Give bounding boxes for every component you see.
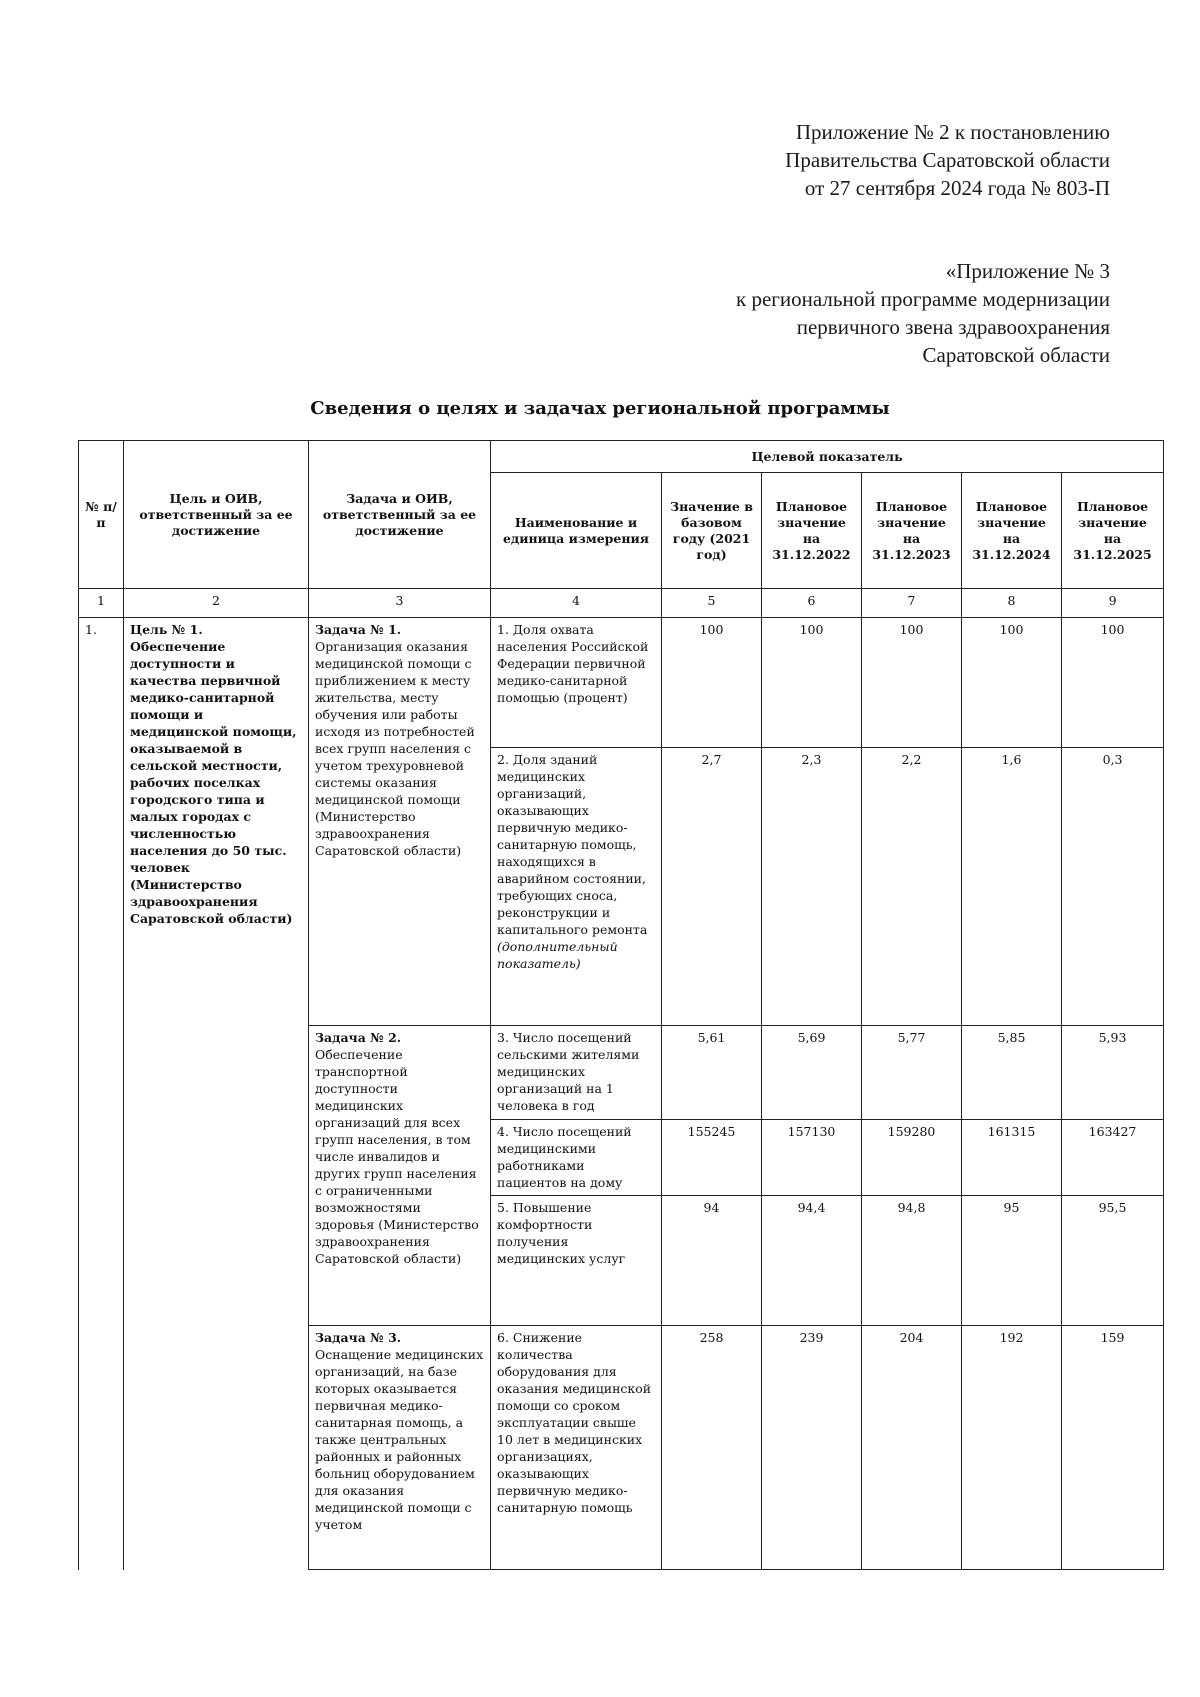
table-row xyxy=(79,618,1164,748)
annex-2-line-1: Приложение № 2 к постановлению xyxy=(795,120,1110,144)
annex-2-header xyxy=(785,118,1110,202)
indicator-6-2022: 239 xyxy=(762,1326,862,1570)
col-number: 1 xyxy=(79,589,124,618)
header-row-1 xyxy=(79,441,1164,473)
task-3-title: Задача № 3. xyxy=(315,1330,402,1345)
header-goal: Цель и ОИВ, ответственный за ее достижение xyxy=(124,441,309,589)
indicator-2-2022: 2,3 xyxy=(762,748,862,1026)
indicator-3-name: 3. Число посещений сельскими жителями медицинских организаций на 1 человека в год xyxy=(491,1026,662,1120)
indicator-4-base: 155245 xyxy=(662,1120,762,1196)
header-base-value: Значение в базовом году (2021 год) xyxy=(662,473,762,589)
header-plan-2024: Плановое значение на 31.12.2024 xyxy=(962,473,1062,589)
indicator-1-2023: 100 xyxy=(862,618,962,748)
indicator-6-name: 6. Снижение количества оборудования для оказания медицинской помощи со сроком эксплуатации свыше 10 лет в медицинских организациях, оказывающих первичную медико-санитарную помощь xyxy=(491,1326,662,1570)
indicator-1-2025: 100 xyxy=(1062,618,1164,748)
goal-text: Обеспечение доступности и качества первичной медико-санитарной помощи и медицинской помощи, оказываемой в сельской местности, рабочих поселках городского типа и малых городах с численностью населения до 50 тыс. человек (Министерство здравоохранения Саратовской области) xyxy=(130,639,297,926)
header-plan-2023: Плановое значение на 31.12.2023 xyxy=(862,473,962,589)
indicator-2-cell xyxy=(491,748,662,1026)
task-1-text: Организация оказания медицинской помощи с приближением к месту жительства, месту обучения или работы исходя из потребностей всех групп населения с учетом трехуровневой системы оказания медицинской помощи (Министерство здравоохранения Саратовской области) xyxy=(315,639,475,858)
goals-table xyxy=(78,440,1164,1570)
col-number: 4 xyxy=(491,589,662,618)
header-num: № п/п xyxy=(79,441,124,589)
annex-3-line-4: Саратовской области xyxy=(922,343,1110,367)
header-task: Задача и ОИВ, ответственный за ее достижение xyxy=(309,441,491,589)
col-number: 9 xyxy=(1062,589,1164,618)
col-number: 6 xyxy=(762,589,862,618)
indicator-6-2023: 204 xyxy=(862,1326,962,1570)
task-2-title: Задача № 2. xyxy=(315,1030,402,1045)
annex-3-line-2: к региональной программе модернизации xyxy=(736,287,1110,311)
col-number: 8 xyxy=(962,589,1062,618)
task-3-cell xyxy=(309,1326,491,1570)
task-2-text: Обеспечение транспортной доступности медицинских организаций для всех групп населения, в том числе инвалидов и других групп населения с ограниченными возможностями здоровья (Министерство здравоохранения Саратовской области) xyxy=(315,1047,479,1266)
annex-3-line-3: первичного звена здравоохранения xyxy=(796,315,1110,339)
indicator-2-2025: 0,3 xyxy=(1062,748,1164,1026)
header-target: Целевой показатель xyxy=(491,441,1164,473)
goal-cell xyxy=(124,618,309,1570)
column-number-row xyxy=(79,589,1164,618)
indicator-4-2025: 163427 xyxy=(1062,1120,1164,1196)
indicator-4-2022: 157130 xyxy=(762,1120,862,1196)
indicator-1-2024: 100 xyxy=(962,618,1062,748)
document-title: Сведения о целях и задачах региональной программы xyxy=(310,398,890,419)
indicator-2-2024: 1,6 xyxy=(962,748,1062,1026)
indicator-5-2022: 94,4 xyxy=(762,1196,862,1326)
task-2-cell xyxy=(309,1026,491,1326)
indicator-2-note: (дополнительный показатель) xyxy=(497,939,618,971)
indicator-2-2023: 2,2 xyxy=(862,748,962,1026)
header-plan-2022: Плановое значение на 31.12.2022 xyxy=(762,473,862,589)
col-number: 5 xyxy=(662,589,762,618)
indicator-2-base: 2,7 xyxy=(662,748,762,1026)
indicator-4-2023: 159280 xyxy=(862,1120,962,1196)
indicator-4-name: 4. Число посещений медицинскими работниками пациентов на дому xyxy=(491,1120,662,1196)
col-number: 7 xyxy=(862,589,962,618)
annex-2-line-2: Правительства Саратовской области xyxy=(785,148,1110,172)
indicator-6-2025: 159 xyxy=(1062,1326,1164,1570)
indicator-3-2022: 5,69 xyxy=(762,1026,862,1120)
task-3-text: Оснащение медицинских организаций, на базе которых оказывается первичная медико-санитарная помощь, а также центральных районных и районных больниц оборудованием для оказания медицинской помощи с учетом xyxy=(315,1347,484,1532)
indicator-5-2023: 94,8 xyxy=(862,1196,962,1326)
header-plan-2025: Плановое значение на 31.12.2025 xyxy=(1062,473,1164,589)
task-1-title: Задача № 1. xyxy=(315,622,402,637)
indicator-5-2025: 95,5 xyxy=(1062,1196,1164,1326)
indicator-5-base: 94 xyxy=(662,1196,762,1326)
annex-2-line-3: от 27 сентября 2024 года № 803-П xyxy=(804,176,1110,200)
indicator-6-2024: 192 xyxy=(962,1326,1062,1570)
annex-3-line-1: «Приложение № 3 xyxy=(945,259,1110,283)
col-number: 3 xyxy=(309,589,491,618)
indicator-3-base: 5,61 xyxy=(662,1026,762,1120)
indicator-4-2024: 161315 xyxy=(962,1120,1062,1196)
header-indicator-name: Наименование и единица измерения xyxy=(491,473,662,589)
indicator-5-name: 5. Повышение комфортности получения медицинских услуг xyxy=(491,1196,662,1326)
annex-3-header xyxy=(736,257,1110,369)
indicator-6-base: 258 xyxy=(662,1326,762,1570)
indicator-1-base: 100 xyxy=(662,618,762,748)
indicator-2-name: 2. Доля зданий медицинских организаций, оказывающих первичную медико-санитарную помощь, находящихся в аварийном состоянии, требующих сноса, реконструкции и капитального ремонта xyxy=(497,752,648,937)
col-number: 2 xyxy=(124,589,309,618)
indicator-1-2022: 100 xyxy=(762,618,862,748)
indicator-3-2025: 5,93 xyxy=(1062,1026,1164,1120)
indicator-5-2024: 95 xyxy=(962,1196,1062,1326)
goal-title: Цель № 1. xyxy=(130,622,203,637)
indicator-3-2023: 5,77 xyxy=(862,1026,962,1120)
row-number: 1. xyxy=(79,618,124,1570)
task-1-cell xyxy=(309,618,491,1026)
indicator-1-name: 1. Доля охвата населения Российской Федерации первичной медико-санитарной помощью (процент) xyxy=(491,618,662,748)
indicator-3-2024: 5,85 xyxy=(962,1026,1062,1120)
